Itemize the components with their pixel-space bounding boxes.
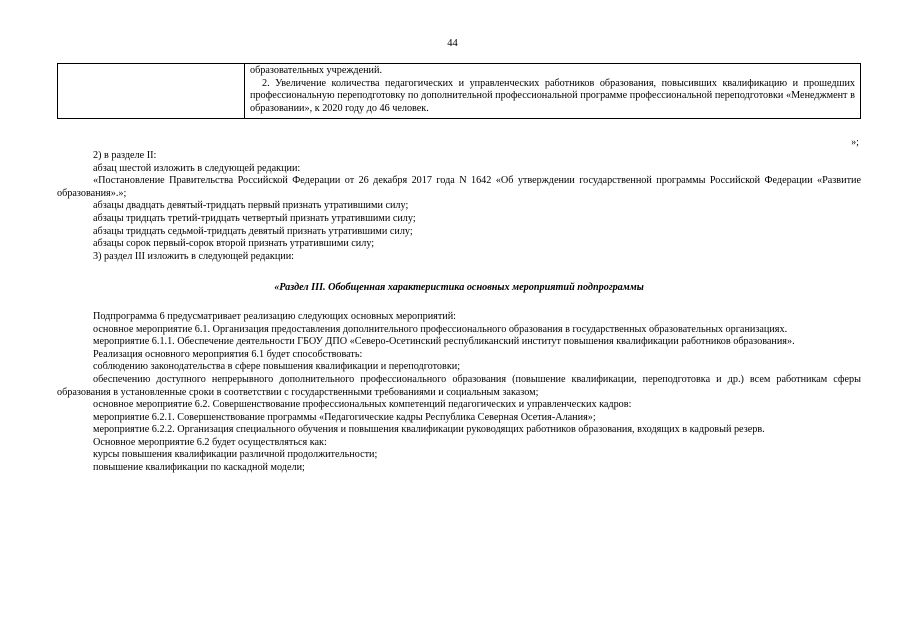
paragraph: мероприятие 6.2.2. Организация специального обучения и повышения квалификации руководящих работников образования, входящих в кадровый резерв. <box>93 424 765 436</box>
table-cell-left <box>58 64 245 119</box>
paragraph: обеспечению доступного непрерывного дополнительного профессионального образования (повышение квалификации, переподготовка и др.) всем работникам сферы образования в установленные сроки в соответствии с государственными требованиями и социальным заказом; <box>57 373 861 398</box>
paragraph: соблюдению законодательства в сфере повышения квалификации и переподготовки; <box>93 361 461 373</box>
paragraph: курсы повышения квалификации различной продолжительности; <box>93 449 378 461</box>
paragraph: повышение квалификации по каскадной модели; <box>93 462 305 474</box>
paragraph: Реализация основного мероприятия 6.1 будет способствовать: <box>93 348 363 360</box>
table-cell-line: образовательных учреждений. <box>250 65 383 76</box>
paragraph: Основное мероприятие 6.2 будет осуществляться как: <box>93 436 327 448</box>
paragraph: абзацы сорок первый-сорок второй признать утратившими силу; <box>93 238 375 250</box>
paragraph: 3) раздел III изложить в следующей редакции: <box>93 250 295 262</box>
paragraph: абзац шестой изложить в следующей редакции: <box>93 162 301 174</box>
page-number: 44 <box>447 38 458 49</box>
closing-quote: »; <box>851 137 859 148</box>
paragraph: основное мероприятие 6.2. Совершенствование профессиональных компетенций педагогических и управленческих кадров: <box>93 399 632 411</box>
paragraph: абзацы двадцать девятый-тридцать первый признать утратившими силу; <box>93 200 409 212</box>
paragraph: абзацы тридцать седьмой-тридцать девятый признать утратившими силу; <box>93 225 413 237</box>
section-title: «Раздел III. Обобщенная характеристика основных мероприятий подпрограммы <box>274 282 644 294</box>
continuation-table <box>57 63 861 119</box>
paragraph: «Постановление Правительства Российской Федерации от 26 декабря 2017 года N 1642 «Об утверждении государственной программы Российской Федерации «Развитие образования».»; <box>57 175 861 199</box>
paragraph: 2) в разделе II: <box>93 150 157 161</box>
table-cell-line: 2. Увеличение количества педагогических и управленческих работников образования, повысивших квалификацию и прошедших профессиональную переподготовку по дополнительной профессиональной программе профессиональной переподготовки «Менеджмент в образовании», к 2020 году до 46 человек. <box>250 77 855 114</box>
table-cell-right <box>245 64 861 119</box>
paragraph: мероприятие 6.2.1. Совершенствование программы «Педагогические кадры Республика Северная Осетия-Алания»; <box>93 411 596 423</box>
paragraph: абзацы тридцать третий-тридцать четвертый признать утратившими силу; <box>93 212 416 224</box>
paragraph: основное мероприятие 6.1. Организация предоставления дополнительного профессионального образования в государственных образовательных организациях. <box>93 323 788 335</box>
paragraph: мероприятие 6.1.1. Обеспечение деятельности ГБОУ ДПО «Северо-Осетинский республиканский институт повышения квалификации работников образования». <box>93 336 795 348</box>
document-body <box>57 150 861 475</box>
paragraph: Подпрограмма 6 предусматривает реализацию следующих основных мероприятий: <box>93 310 457 322</box>
table-row <box>58 64 861 119</box>
